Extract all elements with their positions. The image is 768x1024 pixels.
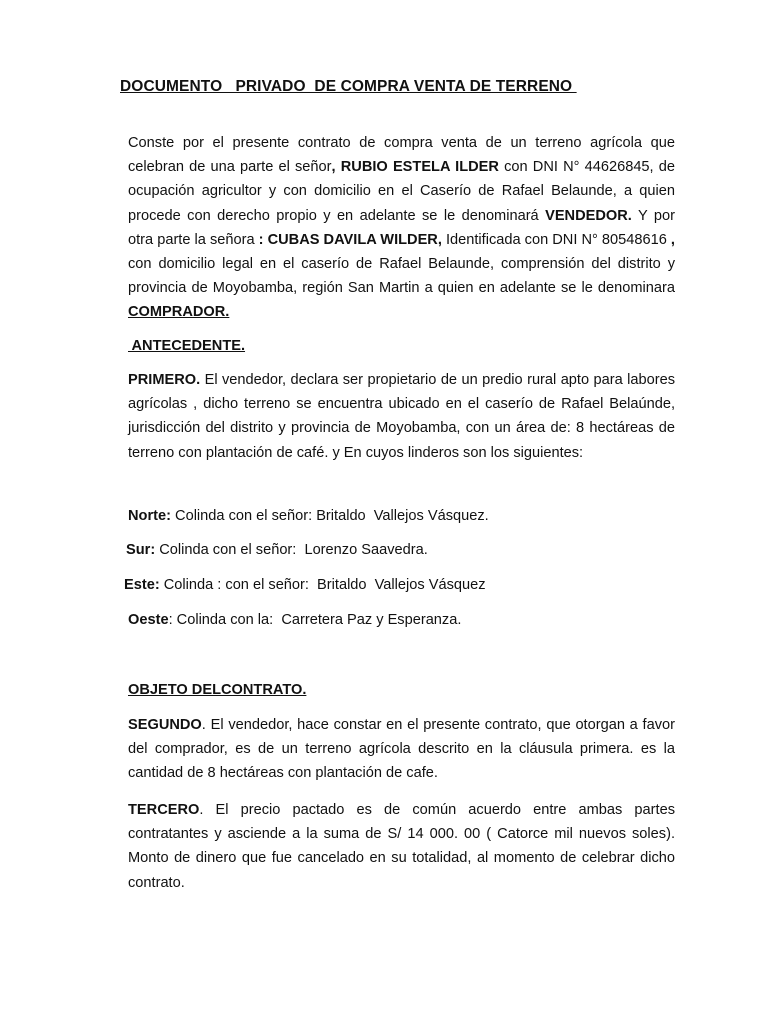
intro-text-1: Conste por el presente contrato de compra venta de un terreno agrícola que celebran de una parte el señor xyxy=(128,135,675,176)
lindero-oeste xyxy=(128,612,461,628)
primero-label: PRIMERO. xyxy=(128,372,201,388)
primero-text: El vendedor, declara ser propietario de un predio rural apto para labores agrícolas , dicho terreno se encuentra ubicado en el caserío de Rafael Belaúnde, jurisdicción del distrito y provincia de Moyobamba, con un área de: 8 hectáreas de terreno con plantación de café. y En cuyos linderos son los siguientes: xyxy=(128,372,675,461)
tercero-clause xyxy=(128,798,675,895)
segundo-clause xyxy=(128,713,675,786)
intro-comma: , xyxy=(670,231,675,248)
intro-text-2: con DNI N° 44626845, de ocupación agricultor y con domicilio en el Caserío de Rafael Belaunde, a quien procede con derecho propio y en adelante se le denominará xyxy=(128,159,676,224)
segundo-text: . El vendedor, hace constar en el presente contrato, que otorgan a favor del comprador, es de un terreno agrícola descrito en la cláusula primera. es la cantidad de 8 hectáreas con plantación de cafe. xyxy=(128,717,675,782)
norte-label: Norte: xyxy=(128,508,171,524)
oeste-text: : Colinda con la: Carretera Paz y Esperanza. xyxy=(168,612,462,628)
segundo-label: SEGUNDO xyxy=(128,717,202,733)
intro-text-3: Y por otra parte la señora xyxy=(128,207,675,248)
buyer-role: COMPRADOR. xyxy=(128,304,230,321)
buyer-name: : CUBAS DAVILA WILDER, xyxy=(258,231,442,248)
primero-clause xyxy=(128,368,675,465)
intro-text-5: con domicilio legal en el caserío de Rafael Belaunde, comprensión del distrito y provincia de Moyobamba, región San Martin a quien en adelante se le denominara xyxy=(128,256,675,297)
seller-name: , RUBIO ESTELA ILDER xyxy=(331,159,499,176)
lindero-norte xyxy=(128,508,489,524)
oeste-label: Oeste xyxy=(128,612,169,628)
intro-paragraph xyxy=(128,131,675,325)
este-text: Colinda : con el señor: Britaldo Vallejos Vásquez xyxy=(159,577,486,593)
intro-text-4: Identificada con DNI N° 80548616 xyxy=(441,231,671,248)
objeto-heading: OBJETO DELCONTRATO. xyxy=(128,682,307,698)
lindero-sur xyxy=(126,542,428,558)
seller-role: VENDEDOR. xyxy=(545,207,632,224)
sur-text: Colinda con el señor: Lorenzo Saavedra. xyxy=(155,542,428,558)
tercero-text: . El precio pactado es de común acuerdo entre ambas partes contratantes y asciende a la suma de S/ 14 000. 00 ( Catorce mil nuevos soles). Monto de dinero que fue cancelado en su totalidad, al momento de celebrar dicho contrato. xyxy=(128,802,675,891)
tercero-label: TERCERO xyxy=(128,802,200,818)
lindero-este xyxy=(124,577,486,593)
document-title: DOCUMENTO PRIVADO DE COMPRA VENTA DE TERRENO xyxy=(120,78,577,95)
sur-label: Sur: xyxy=(126,542,156,558)
este-label: Este: xyxy=(124,577,160,593)
norte-text: Colinda con el señor: Britaldo Vallejos Vásquez. xyxy=(170,508,489,524)
antecedente-heading: ANTECEDENTE. xyxy=(128,338,246,354)
